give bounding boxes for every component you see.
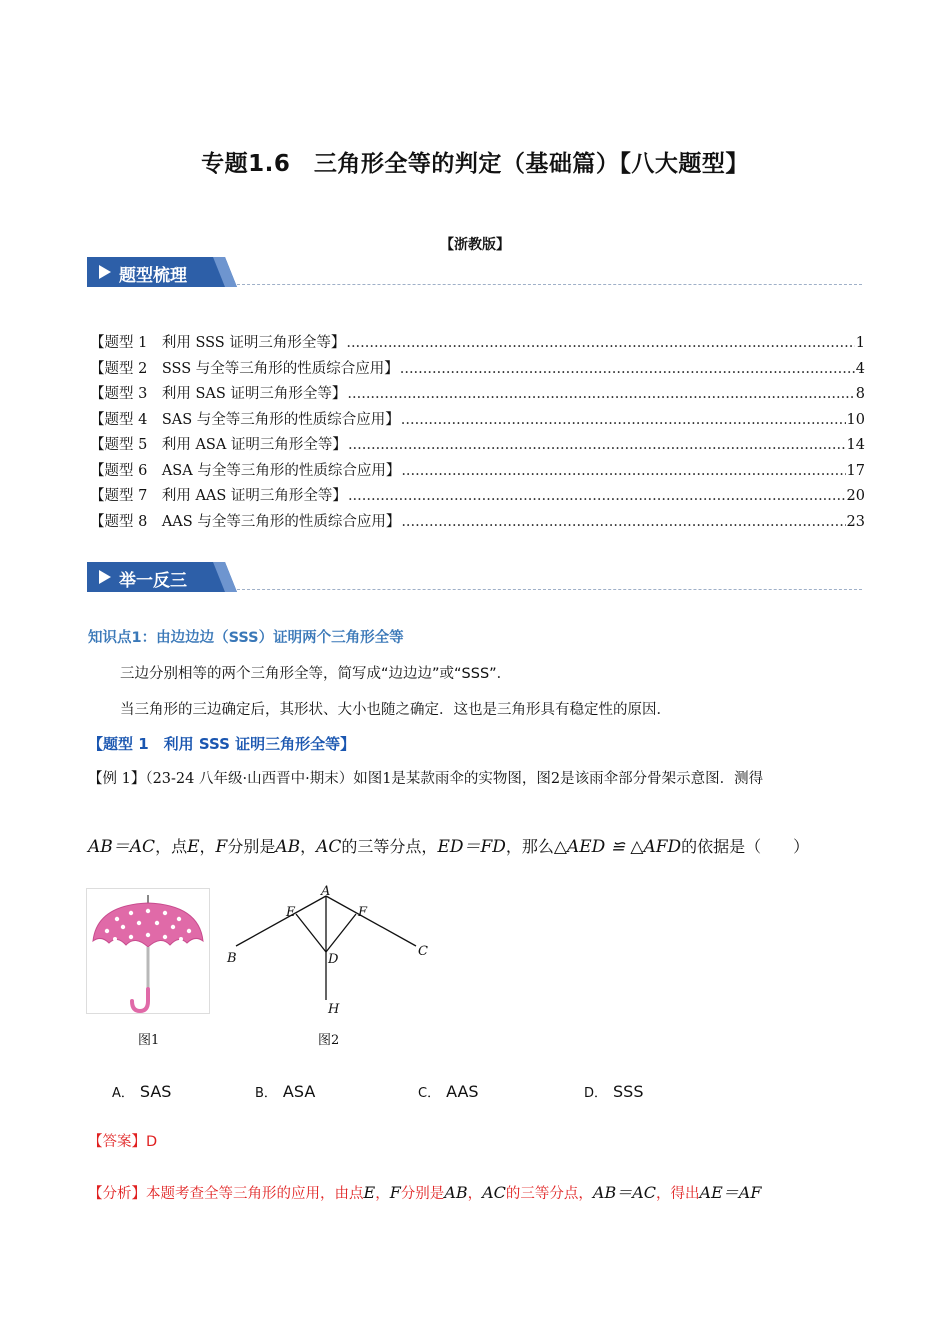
type-heading: 【题型 1 利用 SSS 证明三角形全等】 (88, 735, 356, 753)
section-banner-type-overview (87, 257, 237, 287)
toc-item[interactable]: 【题型 3 利用 SAS 证明三角形全等】 ..... 8 (90, 382, 865, 408)
example-question: 【例 1】（23-24 八年级·山西晋中·期末）如图1是某款雨伞的实物图，图2是该雨伞部分骨架示意图．测得 (88, 771, 764, 787)
choice-b[interactable]: B． ASA (255, 1082, 316, 1101)
choice-d[interactable]: D． SSS (584, 1082, 644, 1101)
label-c: C (418, 944, 428, 959)
segment-ed (296, 914, 326, 952)
toc-item[interactable]: 【题型 7 利用 AAS 证明三角形全等】 ..... 20 (90, 484, 865, 510)
table-of-contents (90, 331, 865, 535)
umbrella-photo (86, 888, 210, 1014)
example-condition: AB＝AC，点E，F分别是AB，AC的三等分点，ED＝FD，那么△AED ≌ △AFD的依据是（ ） (88, 837, 810, 857)
figure-caption: 图2 (318, 1033, 340, 1048)
choice-a[interactable]: A． SAS (112, 1082, 172, 1101)
umbrella-frame-diagram (222, 884, 442, 1024)
analysis-line: 【分析】本题考查全等三角形的应用，由点E，F分别是AB，AC的三等分点，AB＝AC，得出AE＝AF (88, 1183, 762, 1202)
toc-item[interactable]: 【题型 6 ASA 与全等三角形的性质综合应用】 ..... 17 (90, 459, 865, 485)
edition-label: 【浙教版】 (440, 237, 510, 253)
segment-ac (326, 896, 416, 946)
toc-item[interactable]: 【题型 8 AAS 与全等三角形的性质综合应用】 ..... 23 (90, 510, 865, 536)
knowledge-point-heading: 知识点1：由边边边（SSS）证明两个三角形全等 (88, 630, 404, 646)
label-h: H (328, 1002, 340, 1017)
label-e: E (286, 905, 296, 920)
label-f: F (358, 905, 368, 920)
divider (237, 284, 862, 285)
segment-fd (326, 914, 356, 952)
toc-item[interactable]: 【题型 5 利用 ASA 证明三角形全等】 ..... 14 (90, 433, 865, 459)
paragraph: 当三角形的三边确定后，其形状、大小也随之确定．这也是三角形具有稳定性的原因． (120, 702, 671, 718)
play-arrow-icon (99, 265, 111, 279)
toc-item[interactable]: 【题型 4 SAS 与全等三角形的性质综合应用】 ..... 10 (90, 408, 865, 434)
label-a: A (321, 884, 331, 899)
umbrella-icon (87, 889, 209, 1013)
divider (237, 589, 862, 590)
choice-c[interactable]: C． AAS (418, 1082, 479, 1101)
toc-item[interactable]: 【题型 2 SSS 与全等三角形的性质综合应用】 ..... 4 (90, 357, 865, 383)
banner-title: 举一反三 (119, 571, 187, 591)
label-b: B (227, 951, 237, 966)
label-d: D (328, 952, 339, 967)
answer-line: 【答案】D (88, 1134, 158, 1150)
page-title: 专题1.6 三角形全等的判定（基础篇）【八大题型】 (201, 151, 749, 177)
toc-item[interactable]: 【题型 1 利用 SSS 证明三角形全等】 ..... 1 (90, 331, 865, 357)
figure-caption: 图1 (138, 1033, 160, 1048)
segment-ab (236, 896, 326, 946)
banner-title: 题型梳理 (119, 266, 187, 286)
play-arrow-icon (99, 570, 111, 584)
section-banner-practice (87, 562, 237, 592)
paragraph: 三边分别相等的两个三角形全等，简写成“边边边”或“SSS”． (120, 666, 512, 682)
